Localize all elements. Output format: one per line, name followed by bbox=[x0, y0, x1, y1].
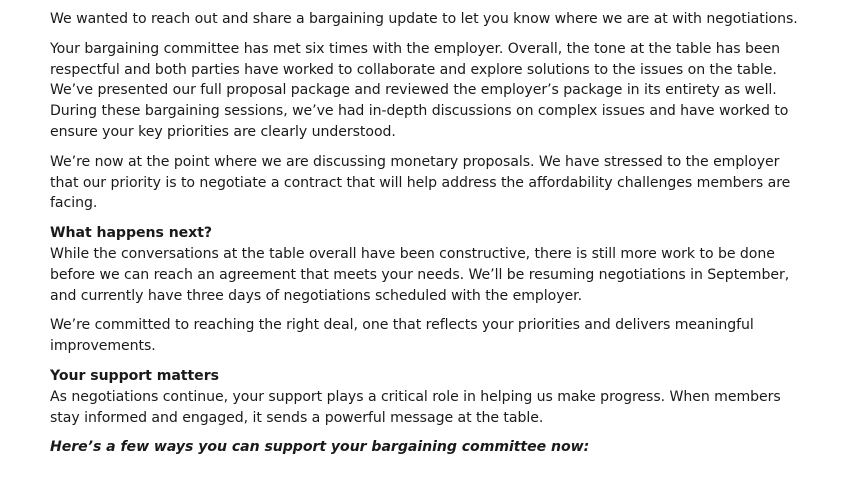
support-paragraph bbox=[50, 387, 810, 429]
text-line: While the conversations at the table overall have been constructive, there is still more work to be done bbox=[50, 245, 775, 262]
text-line: respectful and both parties have worked to collaborate and explore solutions to the issues on the table. bbox=[50, 61, 777, 78]
next-steps-paragraph bbox=[50, 244, 810, 306]
section-heading-support: Your support matters bbox=[50, 367, 219, 384]
text-line: We’re committed to reaching the right deal, one that reflects your priorities and delivers meaningful bbox=[50, 317, 754, 334]
committee-paragraph bbox=[50, 39, 810, 143]
text-line: Your bargaining committee has met six times with the employer. Overall, the tone at the table has been bbox=[50, 40, 781, 57]
section-heading-next: What happens next? bbox=[50, 225, 213, 242]
text-line: before we can reach an agreement that meets your needs. We’ll be resuming negotiations in September, bbox=[50, 266, 790, 283]
text-line: As negotiations continue, your support plays a critical role in helping us make progress. When members bbox=[50, 388, 781, 405]
commitment-paragraph bbox=[50, 315, 810, 357]
text-line: and currently have three days of negotiations scheduled with the employer. bbox=[50, 287, 583, 304]
intro-paragraph bbox=[50, 9, 810, 30]
text-line: During these bargaining sessions, we’ve had in-depth discussions on complex issues and have worked to bbox=[50, 103, 789, 120]
text-line: We wanted to reach out and share a bargaining update to let you know where we are at with negotiations. bbox=[50, 11, 798, 27]
text-line: stay informed and engaged, it sends a powerful message at the table. bbox=[50, 409, 544, 426]
text-line: ensure your key priorities are clearly understood. bbox=[50, 123, 396, 140]
text-line: that our priority is to negotiate a contract that will help address the affordability challenges members are bbox=[50, 174, 791, 191]
text-line: facing. bbox=[50, 195, 98, 212]
text-line: improvements. bbox=[50, 338, 156, 355]
monetary-paragraph bbox=[50, 152, 810, 214]
text-line: We’ve presented our full proposal package and reviewed the employer’s package in its entirety as well. bbox=[50, 82, 777, 99]
text-line: We’re now at the point where we are discussing monetary proposals. We have stressed to the employer bbox=[50, 153, 780, 170]
section-heading-ways: Here’s a few ways you can support your bargaining committee now: bbox=[50, 439, 590, 456]
document-body bbox=[50, 9, 810, 458]
